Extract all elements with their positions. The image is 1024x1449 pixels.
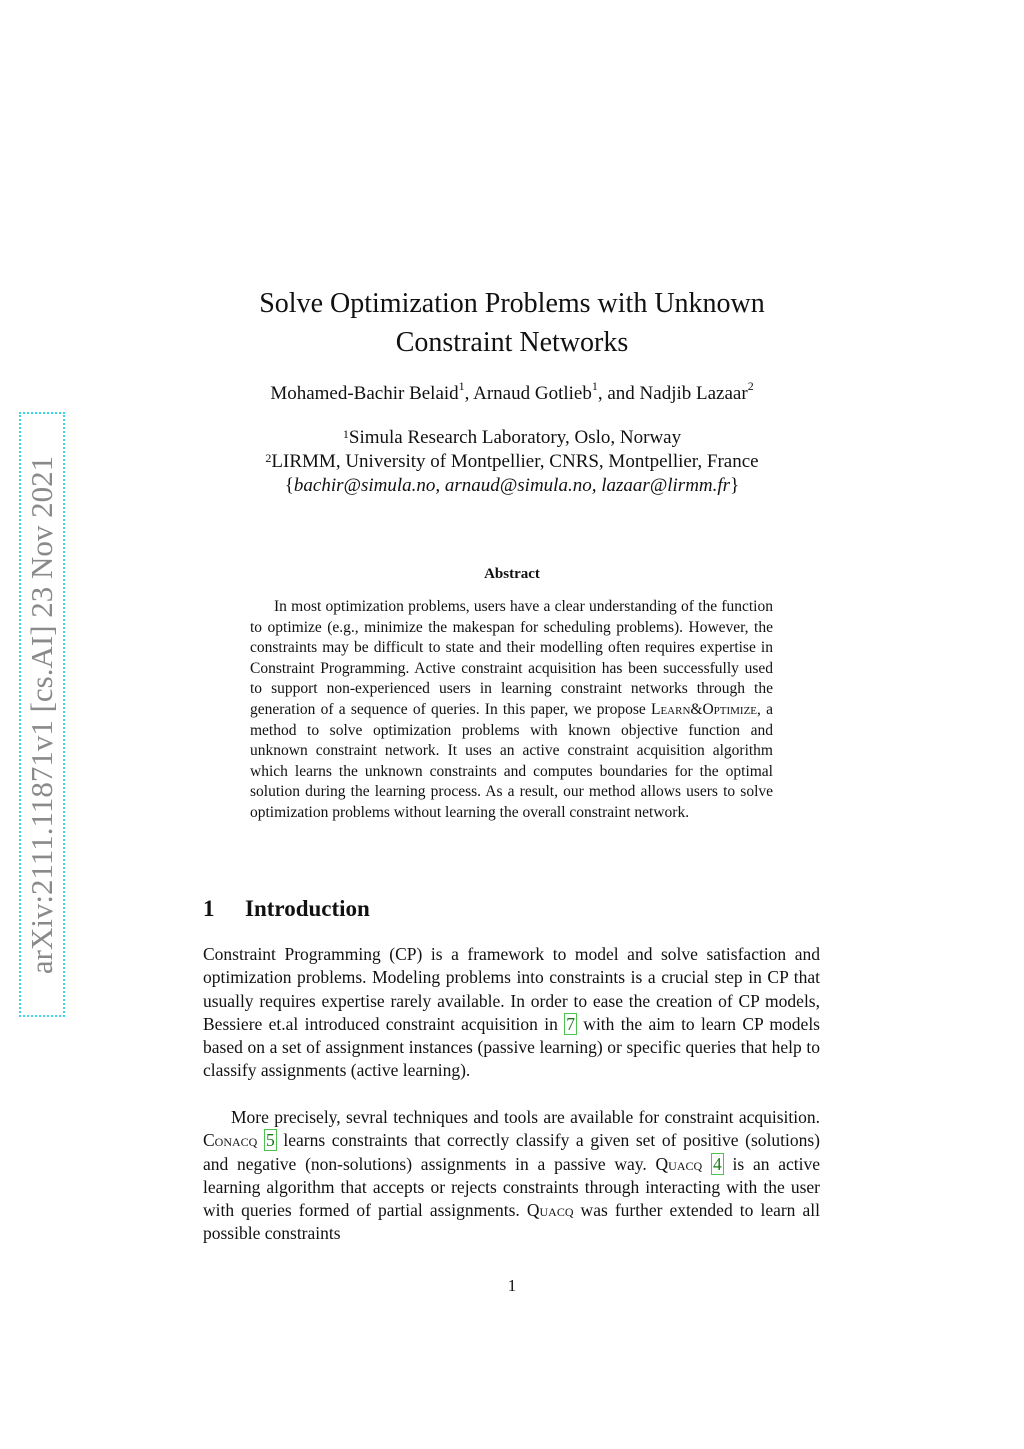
para-text: learns constraints that correctly classify a given set of positive (solutions) and negative (non-solutions) assignments in a passive way. xyxy=(203,1130,820,1174)
affil-text: Simula Research Laboratory, Oslo, Norway xyxy=(348,427,682,448)
section-number: 1 xyxy=(203,896,215,921)
section-heading xyxy=(203,896,370,922)
title-line-1: Solve Optimization Problems with Unknown xyxy=(259,288,765,319)
tool-name-quacq: Quacq xyxy=(655,1153,703,1174)
abstract-text xyxy=(250,597,773,824)
author-list xyxy=(0,379,1024,405)
author-separator: , xyxy=(464,383,474,404)
author-affil-mark: 2 xyxy=(747,379,754,393)
arxiv-stamp xyxy=(19,412,65,1017)
citation-link[interactable]: 4 xyxy=(712,1153,722,1174)
tool-name-quacq: Quacq xyxy=(526,1200,574,1221)
author-affil-mark: 1 xyxy=(458,379,465,393)
tool-name-conacq: Conacq xyxy=(203,1130,258,1151)
citation-link[interactable]: 7 xyxy=(566,1013,575,1034)
intro-paragraph-1 xyxy=(203,943,820,1083)
email-line xyxy=(0,474,1024,498)
arxiv-identifier: arXiv:2111.11871v1 [cs.AI] 23 Nov 2021 xyxy=(24,455,59,974)
affil-mark: 2 xyxy=(265,451,272,465)
affiliation-1 xyxy=(0,426,1024,450)
author-name: Arnaud Gotlieb xyxy=(473,383,592,404)
section-title: Introduction xyxy=(245,896,370,921)
para-text: with the aim to learn CP models based on a set of assignment instances (passive learning) or specific queries that help to classify assignments (active learning). xyxy=(203,1013,820,1081)
para-text: was further extended to learn all possible constraints xyxy=(203,1200,820,1244)
affil-text: LIRMM, University of Montpellier, CNRS, Montpellier, France xyxy=(271,451,759,472)
author-name: Nadjib Lazaar xyxy=(639,383,748,404)
author-affil-mark: 1 xyxy=(591,379,598,393)
brace-open: { xyxy=(284,475,294,496)
para-text: Constraint Programming (CP) is a framework to model and solve satisfaction and optimization problems. Modeling problems into constraints is a crucial step in CP that usually requires expertise rarely available. In order to ease the creation of CP models, Bessiere et.al introduced constraint acquisition in xyxy=(203,944,820,1034)
method-name: Learn&Optimize xyxy=(650,700,758,718)
affil-mark: 1 xyxy=(342,427,349,441)
author-name: Mohamed-Bachir Belaid xyxy=(270,383,459,404)
email-addresses: bachir@simula.no, arnaud@simula.no, lazaar@lirmm.fr xyxy=(293,475,731,496)
citation-link[interactable]: 5 xyxy=(265,1130,275,1151)
para-text: More precisely, sevral techniques and tools are available for constraint acquisition. xyxy=(231,1107,820,1127)
brace-close: } xyxy=(730,475,740,496)
paper-title xyxy=(0,284,1024,362)
abstract-heading: Abstract xyxy=(484,566,540,582)
abstract-part-1: In most optimization problems, users have a clear understanding of the function to optimize (e.g., minimize the makespan for scheduling problems). However, the constraints may be difficult to state and their modelling often requires expertise in Constraint Programming. Active constraint acquisition has been successfully used to support non-experienced users in learning constraint networks through the generation of a sequence of queries. In this paper, we propose xyxy=(250,598,773,718)
page-number: 1 xyxy=(507,1276,517,1295)
affiliations xyxy=(0,426,1024,498)
abstract-part-2: , a method to solve optimization problems with known objective function and unknown constraint network. It uses an active constraint acquisition algorithm which learns the unknown constraints and computes boundaries for the optimal solution during the learning process. As a result, our method allows users to solve optimization problems without learning the overall constraint network. xyxy=(250,700,773,821)
affiliation-2 xyxy=(0,450,1024,474)
intro-paragraph-2 xyxy=(203,1106,820,1246)
para-text: is an active learning algorithm that accepts or rejects constraints through interacting with the user with queries formed of partial assignments. xyxy=(203,1153,821,1221)
author-separator: , and xyxy=(597,383,640,404)
title-line-2: Constraint Networks xyxy=(395,327,629,358)
